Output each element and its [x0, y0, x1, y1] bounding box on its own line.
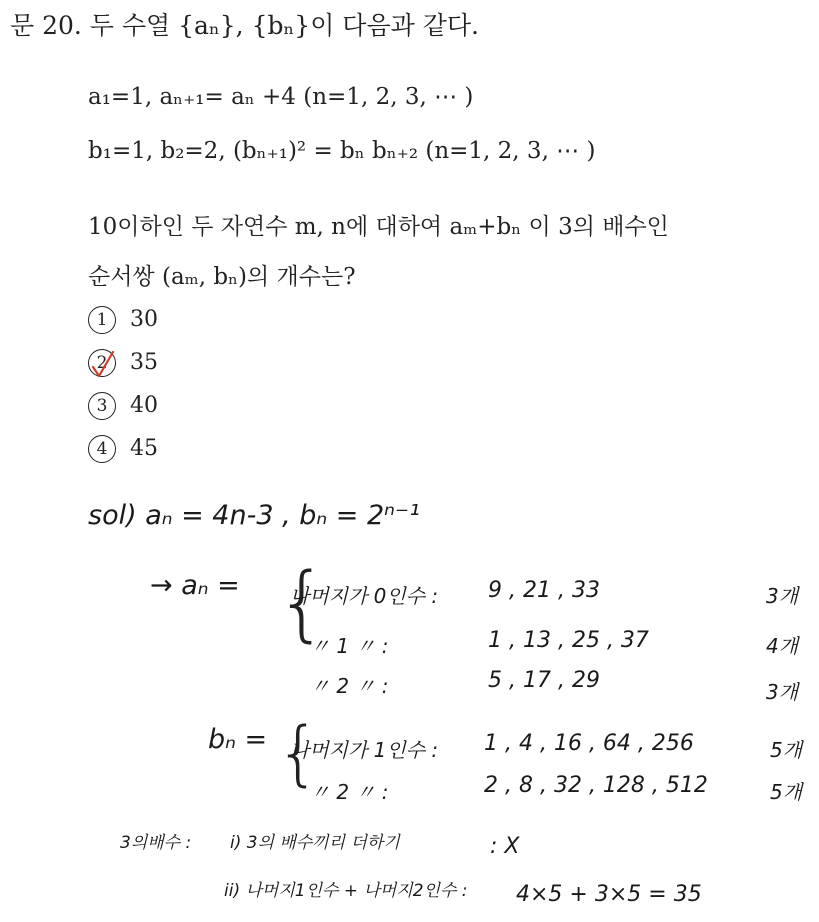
- bn-row-1-vals: 2 , 8 , 32 , 128 , 512: [484, 773, 708, 798]
- choice-text: 45: [130, 436, 158, 461]
- an-row-1-count: 4개: [766, 634, 799, 658]
- case-2-text: ii) 나머지1인수 + 나머지2인수 :: [224, 881, 468, 901]
- an-row-2-cond: 〃 2 〃 :: [310, 674, 389, 698]
- choice-3[interactable]: [88, 392, 158, 420]
- bn-row-1-cond: 〃 2 〃 :: [310, 780, 389, 804]
- choice-1[interactable]: [88, 306, 158, 334]
- sequence-b-definition: b₁=1, b₂=2, (bₙ₊₁)² = bₙ bₙ₊₂ (n=1, 2, 3, ⋯ ): [88, 138, 596, 164]
- an-row-0-count: 3개: [766, 584, 799, 608]
- choice-number: 4: [88, 435, 116, 463]
- choice-number: 1: [88, 306, 116, 334]
- sequence-a-definition: a₁=1, aₙ₊₁= aₙ +4 (n=1, 2, 3, ⋯ ): [88, 84, 474, 110]
- choice-number: 2: [88, 349, 116, 377]
- case-1-result: : X: [490, 834, 520, 859]
- an-row-2-count: 3개: [766, 680, 799, 704]
- an-row-1-vals: 1 , 13 , 25 , 37: [488, 628, 649, 653]
- bn-brace: {: [276, 712, 321, 794]
- bn-row-1-count: 5개: [770, 780, 803, 804]
- an-row-1-cond: 〃 1 〃 :: [310, 634, 389, 658]
- multiple-of-3-label: 3의배수 :: [120, 833, 192, 853]
- choice-text: 40: [130, 393, 158, 418]
- bn-row-0-cond: 나머지가 1인수 :: [290, 738, 439, 762]
- an-row-0-vals: 9 , 21 , 33: [488, 578, 600, 603]
- an-label: → aₙ =: [150, 570, 240, 601]
- question-line-1: 10이하인 두 자연수 m, n에 대하여 aₘ+bₙ 이 3의 배수인: [88, 214, 669, 240]
- choice-number: 3: [88, 392, 116, 420]
- case-2-result: 4×5 + 3×5 = 35: [516, 882, 702, 907]
- bn-row-0-vals: 1 , 4 , 16 , 64 , 256: [484, 731, 694, 756]
- choice-text: 30: [130, 307, 158, 332]
- case-1-text: i) 3의 배수끼리 더하기: [230, 833, 400, 853]
- an-brace: {: [276, 556, 329, 651]
- problem-title: 문 20. 두 수열 {aₙ}, {bₙ}이 다음과 같다.: [10, 11, 479, 40]
- choice-4[interactable]: [88, 435, 158, 463]
- bn-label: bₙ =: [208, 724, 268, 755]
- selected-answer-check-icon: [86, 349, 120, 381]
- an-row-0-cond: 나머지가 0인수 :: [290, 584, 439, 608]
- bn-row-0-count: 5개: [770, 738, 803, 762]
- choice-text: 35: [130, 350, 158, 375]
- an-row-2-vals: 5 , 17 , 29: [488, 668, 600, 693]
- solution-intro: sol) aₙ = 4n-3 , bₙ = 2ⁿ⁻¹: [88, 500, 420, 531]
- question-line-2: 순서쌍 (aₘ, bₙ)의 개수는?: [88, 264, 356, 290]
